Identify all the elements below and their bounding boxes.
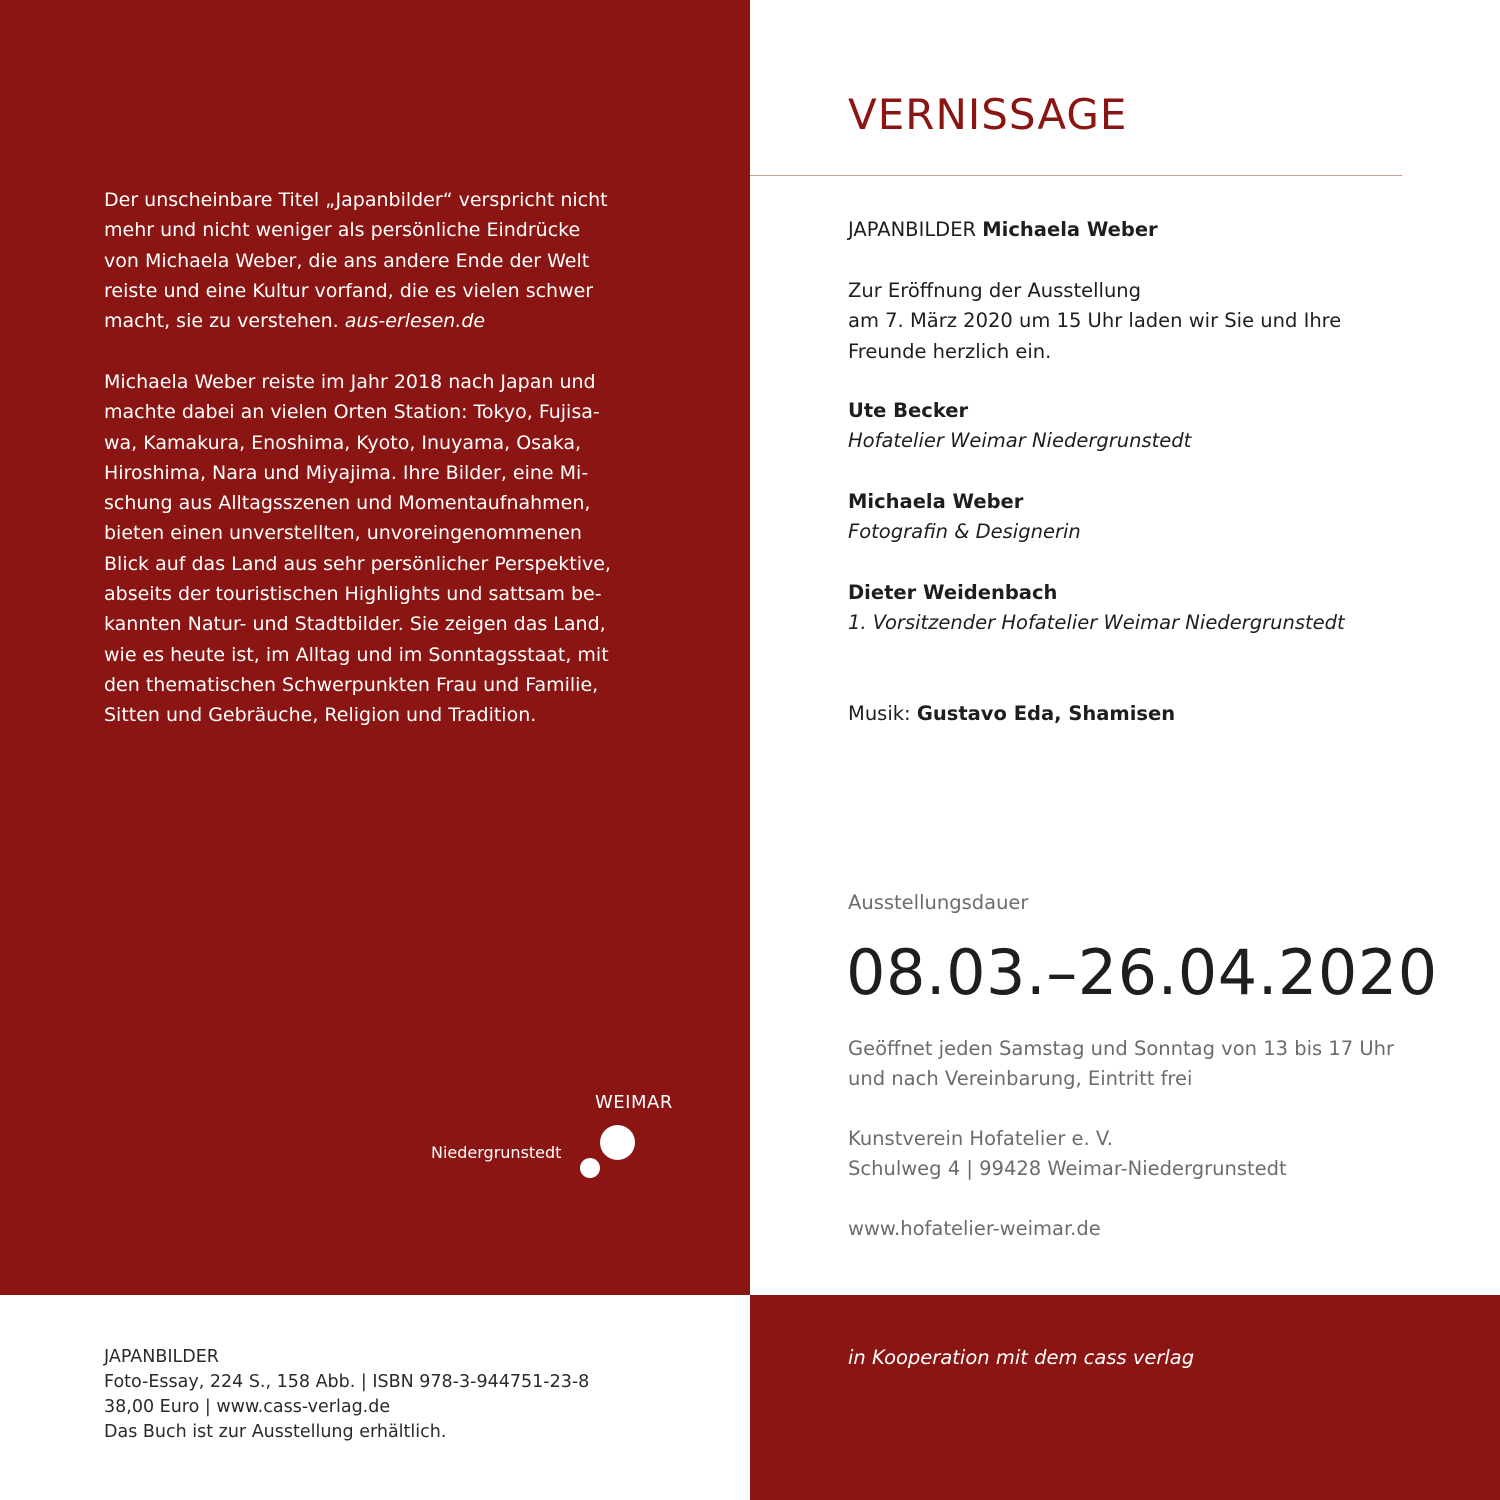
blurb-line: abseits der touristischen Highlights und sattsam be- <box>104 583 602 606</box>
music-credit <box>848 699 1175 729</box>
logo-district: Niedergrunstedt <box>431 1143 562 1162</box>
logo-dot-small-icon <box>580 1158 600 1178</box>
hours-line: Geöffnet jeden Samstag und Sonntag von 13 bis 17 Uhr <box>848 1037 1395 1060</box>
blurb-line: wie es heute ist, im Alltag und im Sonntagsstaat, mit <box>104 643 609 666</box>
blurb-line: Michaela Weber reiste im Jahr 2018 nach Japan und <box>104 371 596 393</box>
footer-right-red-panel <box>750 1295 1500 1500</box>
book-price: 38,00 Euro | www.cass-verlag.de <box>104 1397 391 1417</box>
blurb-source: aus-erlesen.de <box>344 310 486 333</box>
blurb-line: schung aus Alltagsszenen und Momentaufnahmen, <box>104 492 591 515</box>
speaker-name: Michaela Weber <box>848 490 1024 513</box>
blurb-line: Der unscheinbare Titel „Japanbilder“ verspricht nicht <box>104 189 608 211</box>
artist-name: Michaela Weber <box>982 218 1158 241</box>
title-divider <box>750 175 1402 176</box>
blurb-line: reiste und eine Kultur vorfand, die es vielen schwer <box>104 279 594 302</box>
invitation-line: Freunde herzlich ein. <box>848 339 1052 363</box>
speaker-entry <box>848 578 1345 639</box>
speaker-name: Dieter Weidenbach <box>848 581 1058 604</box>
opening-hours <box>848 1034 1394 1095</box>
book-details: Foto-Essay, 224 S., 158 Abb. | ISBN 978-3-944751-23-8 <box>104 1372 590 1392</box>
book-note: Das Buch ist zur Ausstellung erhältlich. <box>104 1422 447 1442</box>
blurb-line: bieten einen unverstellten, unvoreingenommenen <box>104 522 582 545</box>
blurb-line: von Michaela Weber, die ans andere Ende der Welt <box>104 249 590 272</box>
speaker-role: Fotografin & Designerin <box>848 520 1081 544</box>
speaker-name: Ute Becker <box>848 399 969 422</box>
duration-label: Ausstellungsdauer <box>848 891 1029 914</box>
book-info <box>104 1345 589 1445</box>
invitation-line: am 7. März 2020 um 15 Uhr laden wir Sie und Ihre <box>848 309 1342 333</box>
blurb-line: kannten Natur- und Stadtbilder. Sie zeigen das Land, <box>104 613 606 636</box>
music-label: Musik: <box>848 702 911 725</box>
blurb-line: wa, Kamakura, Enoshima, Kyoto, Inuyama, Osaka, <box>104 431 582 454</box>
music-performer: Gustavo Eda, Shamisen <box>916 702 1176 725</box>
venue-street: Schulweg 4 | 99428 Weimar-Niedergrunstedt <box>848 1157 1287 1181</box>
page-title: VERNISSAGE <box>848 90 1128 139</box>
speaker-role: Hofatelier Weimar Niedergrunstedt <box>848 429 1192 453</box>
hofatelier-logo <box>425 1090 685 1185</box>
exhibition-title: JAPANBILDER <box>848 218 977 241</box>
blurb-line: mehr und nicht weniger als persönliche Eindrücke <box>104 219 581 242</box>
invitation-text <box>848 276 1341 367</box>
website-link[interactable]: www.hofatelier-weimar.de <box>848 1217 1101 1240</box>
logo-dot-large-icon <box>600 1125 635 1160</box>
hours-line: und nach Vereinbarung, Eintritt frei <box>848 1067 1193 1091</box>
invitation-line: Zur Eröffnung der Ausstellung <box>848 279 1142 302</box>
cooperation-note: in Kooperation mit dem cass verlag <box>848 1346 1195 1369</box>
speaker-role: 1. Vorsitzender Hofatelier Weimar Niedergrunstedt <box>848 611 1345 635</box>
exhibition-heading <box>848 215 1158 245</box>
speaker-entry <box>848 396 1191 457</box>
blurb-line: Blick auf das Land aus sehr persönlicher Perspektive, <box>104 552 611 575</box>
venue-address <box>848 1124 1287 1185</box>
blurb-line: machte dabei an vielen Orten Station: Tokyo, Fujisa- <box>104 401 600 424</box>
book-title: JAPANBILDER <box>104 1347 219 1367</box>
blurb-line: Hiroshima, Nara und Miyajima. Ihre Bilder, eine Mi- <box>104 461 589 484</box>
blurb-line: Sitten und Gebräuche, Religion und Tradition. <box>104 704 537 727</box>
intro-blurb <box>104 185 664 336</box>
exhibition-dates: 08.03.–26.04.2020 <box>846 936 1438 1009</box>
speaker-entry <box>848 487 1081 548</box>
description-blurb <box>104 367 664 731</box>
venue-name: Kunstverein Hofatelier e. V. <box>848 1127 1113 1150</box>
logo-city: WEIMAR <box>595 1092 673 1113</box>
blurb-line: macht, sie zu verstehen. <box>104 310 339 333</box>
blurb-line: den thematischen Schwerpunkten Frau und Familie, <box>104 673 599 696</box>
right-white-panel <box>750 0 1500 1295</box>
